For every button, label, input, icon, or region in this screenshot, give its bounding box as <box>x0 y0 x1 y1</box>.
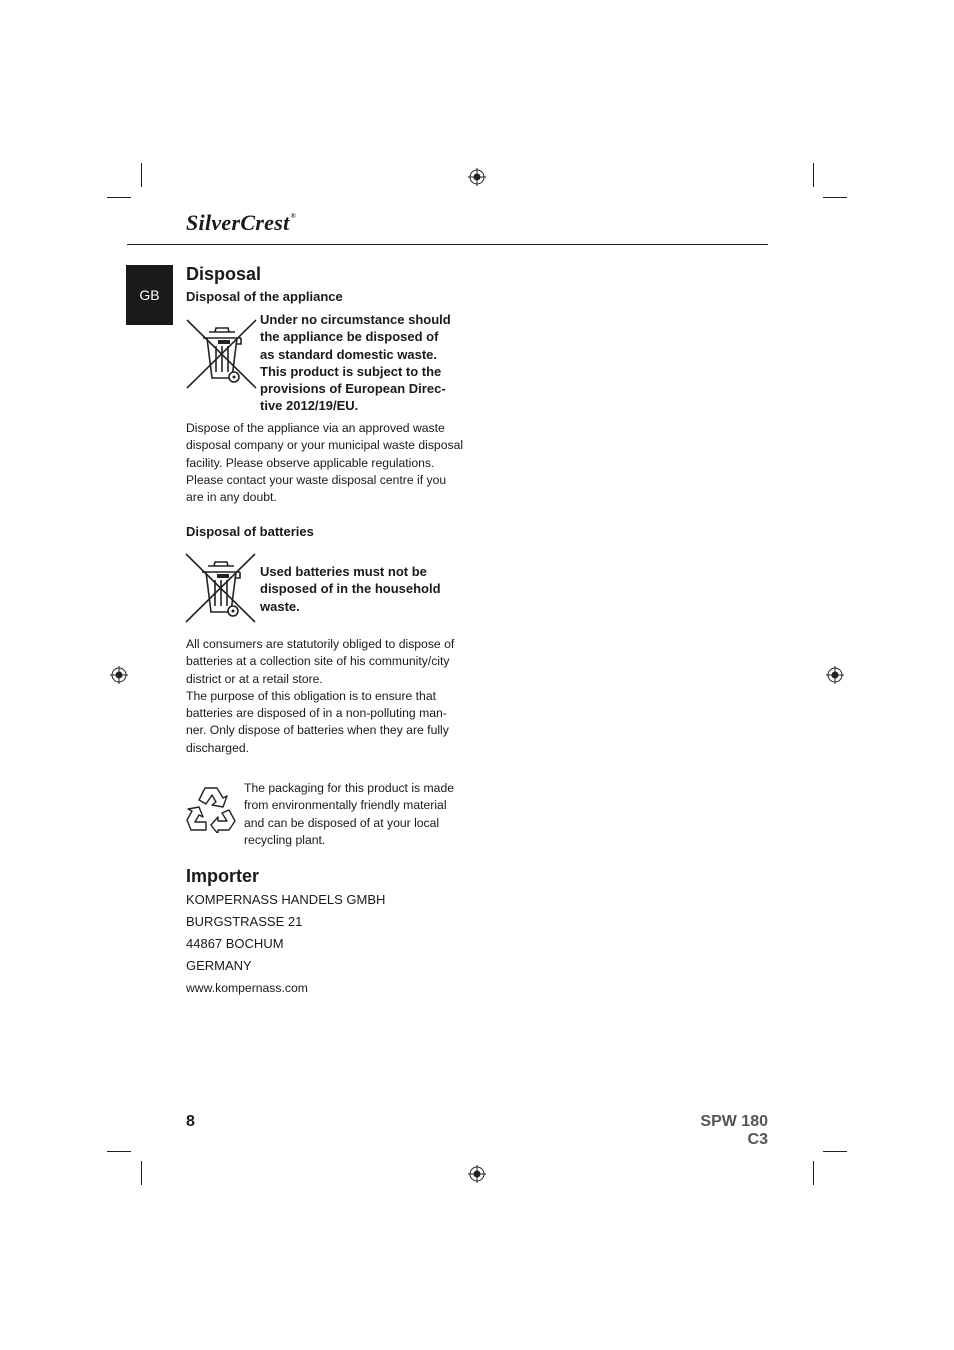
body-line: batteries at a collection site of his community/city <box>186 654 450 669</box>
warning-line: as standard domestic waste. <box>260 346 438 362</box>
crop-mark <box>823 197 847 198</box>
appliance-warning <box>260 311 451 415</box>
header-rule <box>127 244 768 245</box>
registration-mark-icon <box>468 168 486 186</box>
batteries-subheading: Disposal of batteries <box>186 524 314 539</box>
recycling-icon <box>186 783 238 833</box>
appliance-body <box>186 420 463 506</box>
body-line: batteries are disposed of in a non-polluting man- <box>186 706 447 721</box>
body-line: district or at a retail store. <box>186 671 323 686</box>
body-line: Please contact your waste disposal centre if you <box>186 472 447 487</box>
body-line: disposal company or your municipal waste disposal <box>186 438 464 453</box>
body-line: ner. Only dispose of batteries when they are fully <box>186 723 449 738</box>
crop-mark <box>813 163 814 187</box>
crop-mark <box>107 197 131 198</box>
warning-line: waste. <box>260 598 300 614</box>
importer-street: BURGSTRASSE 21 <box>186 914 303 929</box>
importer-company: KOMPERNASS HANDELS GMBH <box>186 892 386 907</box>
registration-mark-icon <box>826 666 844 684</box>
crossed-out-wheelie-bin-icon <box>184 552 257 624</box>
warning-line: Used batteries must not be <box>260 564 427 579</box>
importer-heading: Importer <box>186 866 260 886</box>
importer-website[interactable]: www.kompernass.com <box>186 981 308 995</box>
body-line: are in any doubt. <box>186 490 277 505</box>
registration-mark-icon <box>468 1165 486 1183</box>
appliance-subheading: Disposal of the appliance <box>186 289 343 304</box>
body-line: from environmentally friendly material <box>244 798 447 813</box>
language-tab-label: GB <box>139 287 160 303</box>
body-line: discharged. <box>186 740 250 755</box>
body-line: The purpose of this obligation is to ensure that <box>186 688 436 703</box>
disposal-heading: Disposal <box>186 264 262 284</box>
crop-mark <box>107 1151 131 1152</box>
body-line: All consumers are statutorily obliged to dispose of <box>186 637 455 651</box>
language-tab <box>126 265 173 325</box>
crop-mark <box>141 163 142 187</box>
importer-city: 44867 BOCHUM <box>186 936 284 951</box>
crop-mark <box>823 1151 847 1152</box>
warning-line: Under no circumstance should <box>260 312 451 327</box>
body-line: The packaging for this product is made <box>244 781 455 795</box>
registered-mark: ® <box>290 212 297 220</box>
warning-line: the appliance be disposed of <box>260 329 439 345</box>
registration-mark-icon <box>110 666 128 684</box>
body-line: and can be disposed of at your local <box>244 815 440 830</box>
model-number: SPW 180 C3 <box>700 1113 768 1148</box>
warning-line: tive 2012/19/EU. <box>260 398 359 414</box>
crop-mark <box>813 1161 814 1185</box>
warning-line: disposed of in the household <box>260 581 441 597</box>
brand-name: SilverCrest <box>186 210 290 235</box>
crossed-out-wheelie-bin-icon <box>185 318 258 390</box>
body-line: facility. Please observe applicable regulations. <box>186 455 435 470</box>
page-number: 8 <box>186 1113 195 1130</box>
packaging-text <box>244 780 454 849</box>
brand-logo <box>186 210 296 236</box>
body-line: Dispose of the appliance via an approved waste <box>186 421 445 435</box>
body-line: recycling plant. <box>244 832 326 847</box>
batteries-warning <box>260 563 441 615</box>
batteries-body <box>186 636 454 757</box>
warning-line: provisions of European Direc- <box>260 381 446 397</box>
importer-country: GERMANY <box>186 958 252 973</box>
warning-line: This product is subject to the <box>260 363 442 379</box>
crop-mark <box>141 1161 142 1185</box>
